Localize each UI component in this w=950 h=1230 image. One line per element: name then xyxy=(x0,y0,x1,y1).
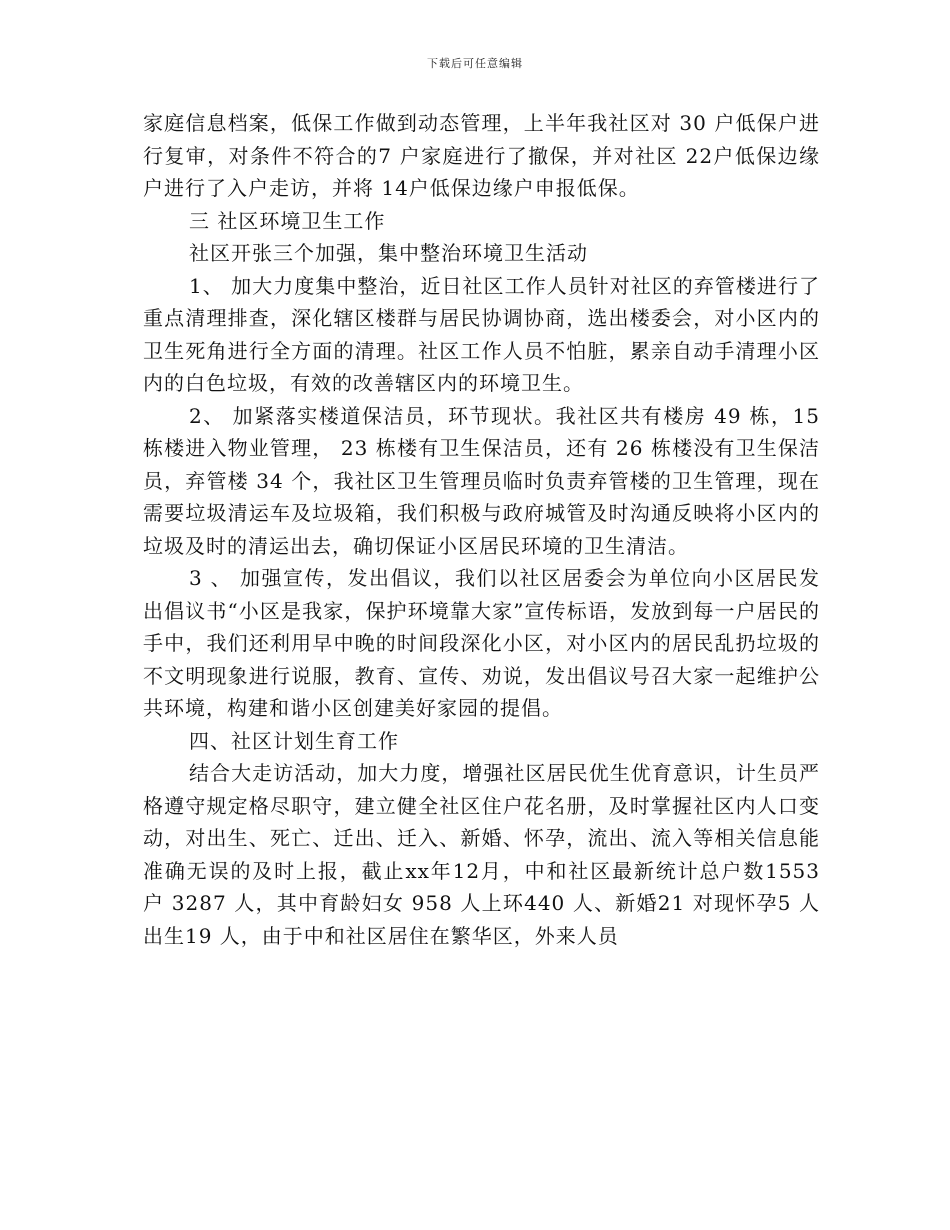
paragraph: 结合大走访活动，加大力度，增强社区居民优生优育意识，计生员严格遵守规定格尽职守，建立健全社区住户花名册，及时掌握社区内人口变动，对出生、死亡、迁出、迁入、新婚、怀孕，流出、流入等相关信息能准确无误的及时上报，截止xx年12月，中和社区最新统计总户数1553 户 3287 人，其中育龄妇女 958 人上环440 人、新婚21 对现怀孕5 人出生19 人，由于中和社区居住在繁华区，外来人员 xyxy=(143,761,820,948)
paragraph: 2、 加紧落实楼道保洁员，环节现状。我社区共有楼房 49 栋，15 栋楼进入物业管理， 23 栋楼有卫生保洁员，还有 26 栋楼没有卫生保洁员，弃管楼 34 个，我社区卫生管理员临时负责弃管楼的卫生管理，现在需要垃圾清运车及垃圾箱，我们积极与政府城管及时沟通反映将小区内的垃圾及时的清运出去，确切保证小区居民环境的卫生清洁。 xyxy=(143,403,820,558)
section-heading: 四、社区计划生育工作 xyxy=(189,728,399,753)
paragraph: 3 、 加强宣传，发出倡议，我们以社区居委会为单位向小区居民发出倡议书“小区是我家，保护环境靠大家”宣传标语，发放到每一户居民的手中，我们还利用早中晚的时间段深化小区，对小区内的居民乱扔垃圾的不文明现象进行说服，教育、宣传、劝说，发出倡议号召大家一起维护公共环境，构建和谐小区创建美好家园的提倡。 xyxy=(143,566,820,720)
paragraph: 家庭信息档案，低保工作做到动态管理，上半年我社区对 30 户低保户进行复审，对条件不符合的7 户家庭进行了撤保，并对社区 22户低保边缘户进行了入户走访，并将 14户低保边缘户申报低保。 xyxy=(143,111,820,200)
document-body xyxy=(143,0,820,952)
paragraph: 1、 加大力度集中整治，近日社区工作人员针对社区的弃管楼进行了重点清理排查，深化辖区楼群与居民协调协商，选出楼委会，对小区内的卫生死角进行全方面的清理。社区工作人员不怕脏，累亲自动手清理小区内的白色垃圾，有效的改善辖区内的环境卫生。 xyxy=(143,273,820,395)
section-subheading: 社区开张三个加强，集中整治环境卫生活动 xyxy=(189,241,588,265)
page-header: 下载后可任意编辑 xyxy=(427,57,523,70)
section-heading: 三 社区环境卫生工作 xyxy=(189,208,386,233)
